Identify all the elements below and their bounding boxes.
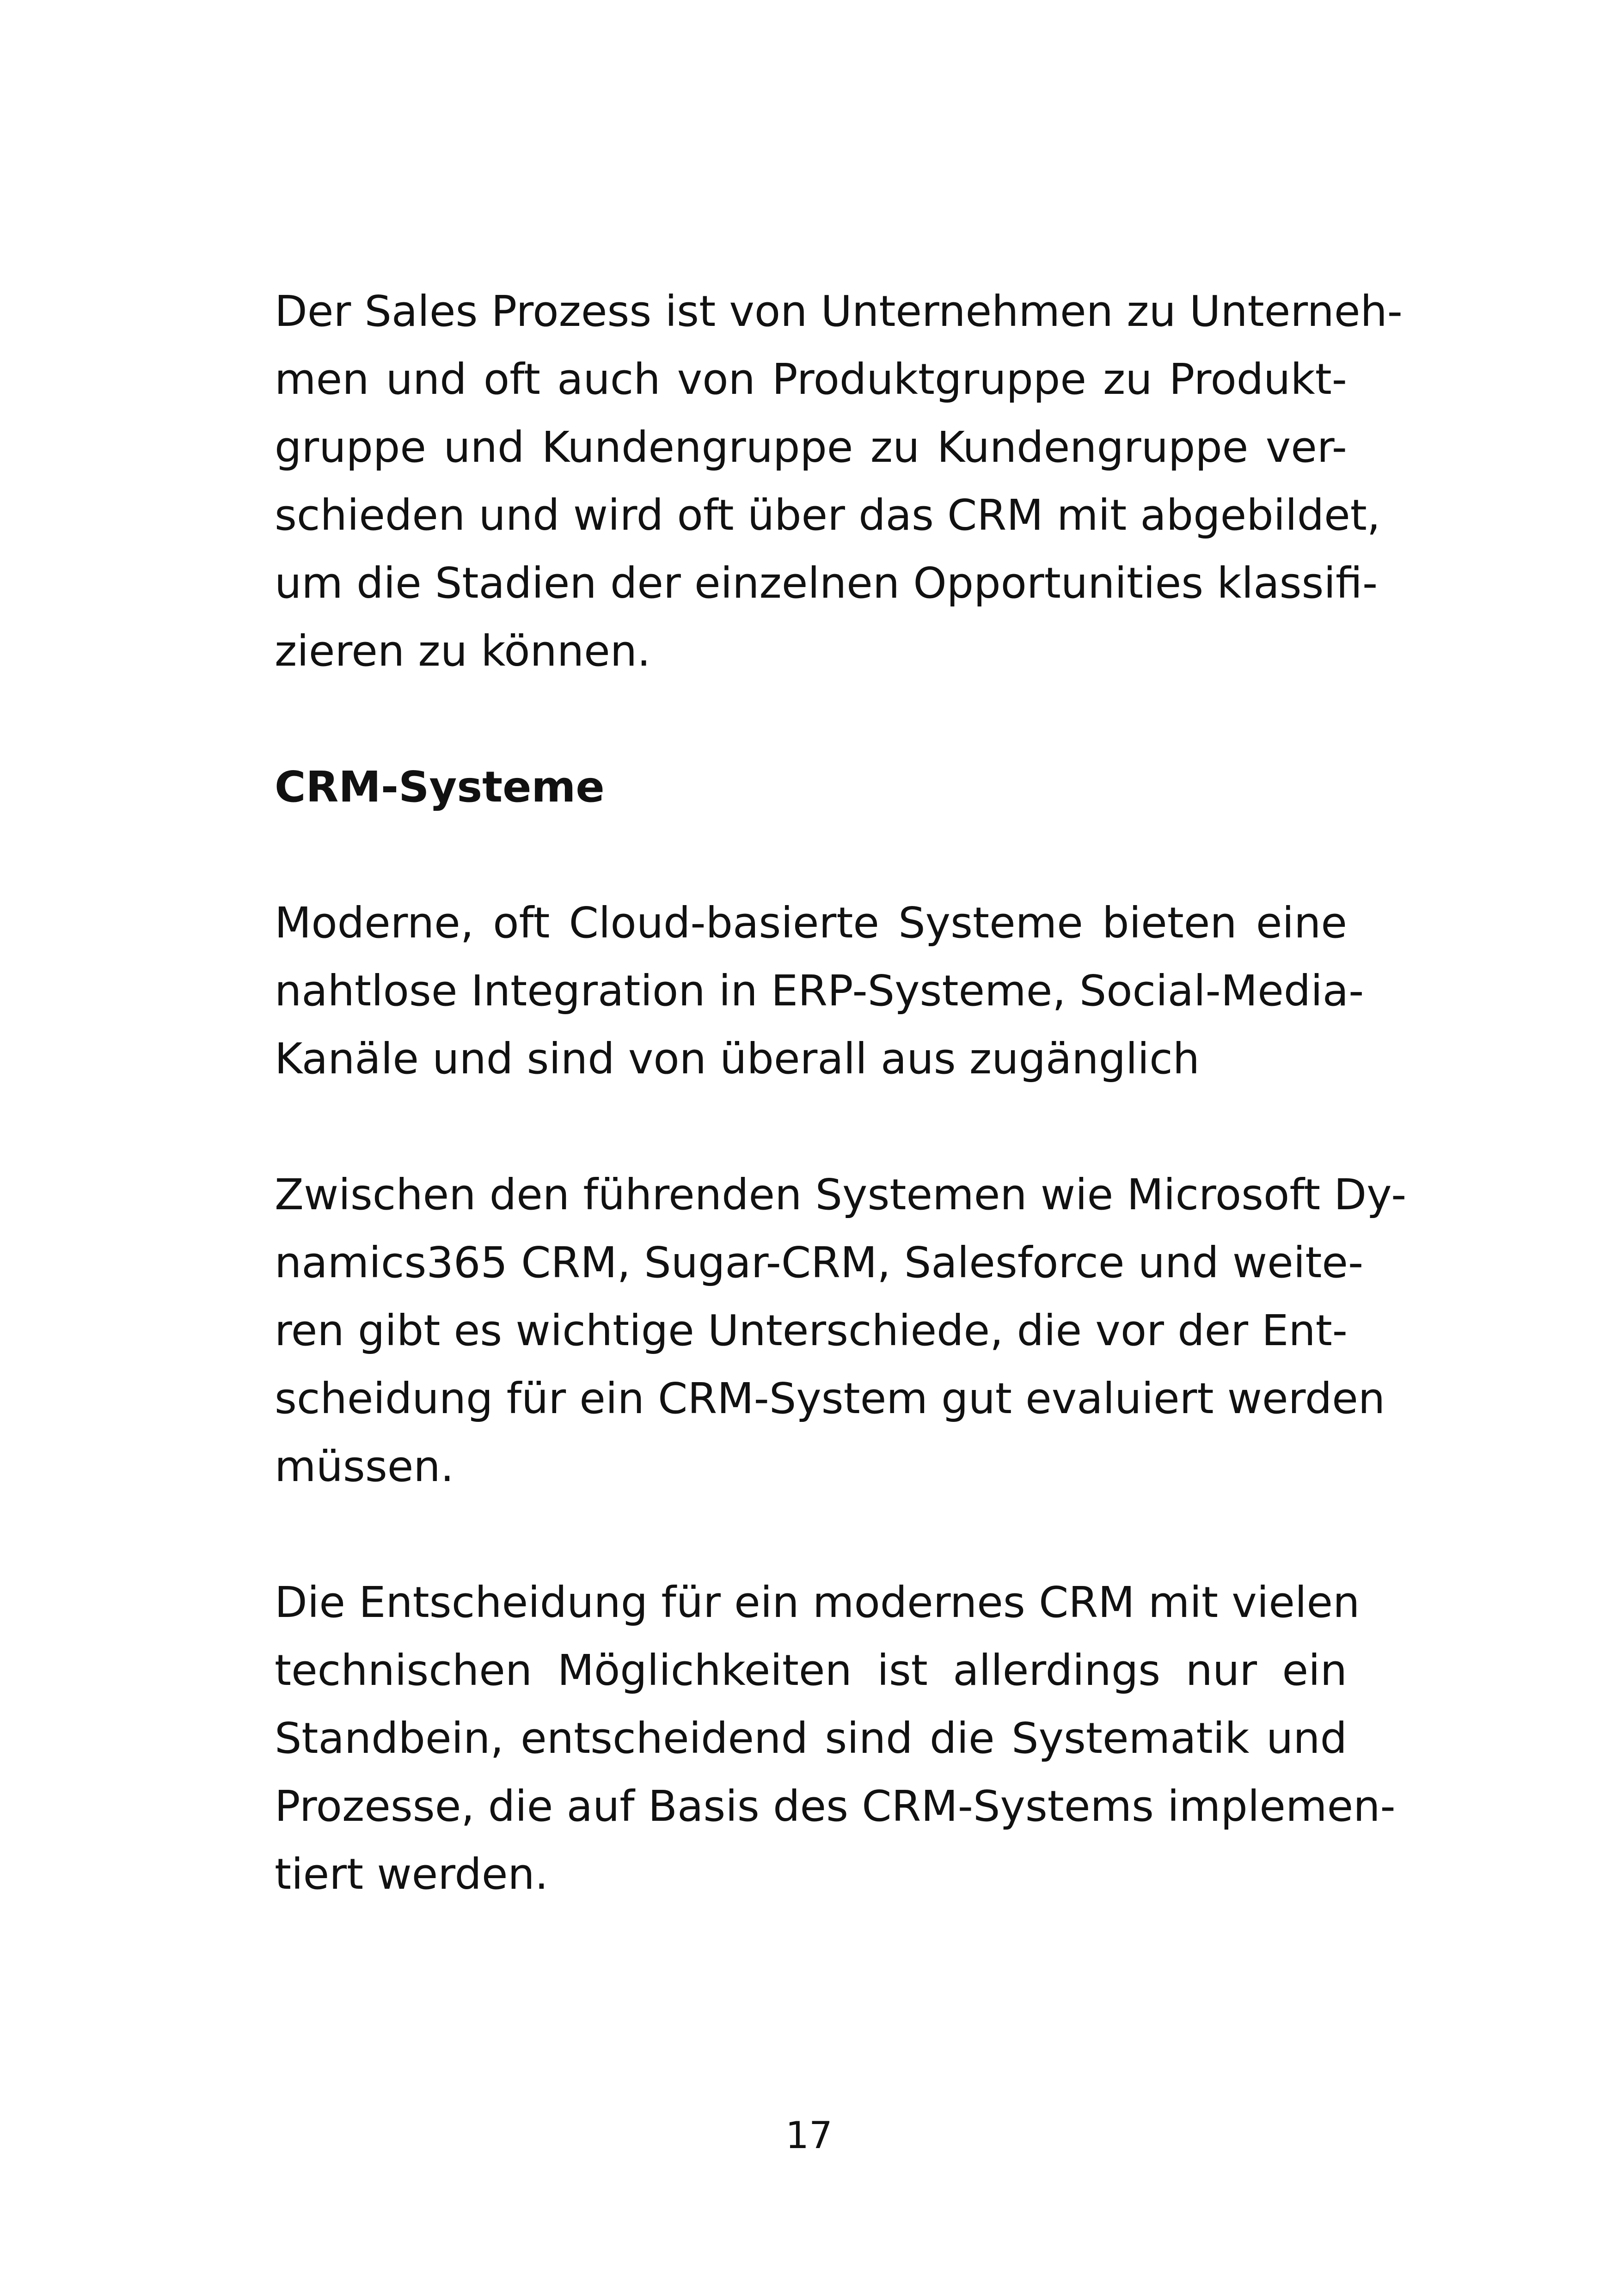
text-line: nahtlose Integration in ERP-Systeme, Social-Media- bbox=[275, 966, 1364, 1016]
text-line: Moderne, oft Cloud-basierte Systeme bieten eine bbox=[275, 898, 1347, 948]
text-line: tiert werden. bbox=[275, 1849, 548, 1899]
text-line: gruppe und Kundengruppe zu Kundengruppe ver- bbox=[275, 422, 1347, 472]
text-line: Kanäle und sind von überall aus zugänglich bbox=[275, 1034, 1200, 1084]
text-line: Zwischen den führenden Systemen wie Microsoft Dy- bbox=[275, 1170, 1407, 1219]
paragraph-modern-systems bbox=[275, 889, 1364, 1093]
text-line: ren gibt es wichtige Unterschiede, die vor der Ent- bbox=[275, 1306, 1348, 1355]
page-content bbox=[275, 277, 1407, 1976]
text-line: Der Sales Prozess ist von Unternehmen zu Unterneh- bbox=[275, 287, 1403, 336]
paragraph-sales-process bbox=[275, 277, 1403, 685]
text-line: Standbein, entscheidend sind die Systematik und bbox=[275, 1714, 1347, 1763]
text-line: Prozesse, die auf Basis des CRM-Systems implemen- bbox=[275, 1782, 1396, 1831]
paragraph-decision bbox=[275, 1568, 1396, 1908]
text-line: Die Entscheidung für ein modernes CRM mit vielen bbox=[275, 1578, 1360, 1627]
text-line: technischen Möglichkeiten ist allerdings nur ein bbox=[275, 1646, 1347, 1695]
text-line: namics365 CRM, Sugar-CRM, Salesforce und weite- bbox=[275, 1238, 1364, 1287]
text-line: müssen. bbox=[275, 1442, 454, 1491]
text-line: schieden und wird oft über das CRM mit abgebildet, bbox=[275, 490, 1381, 540]
section-heading: CRM-Systeme bbox=[275, 762, 605, 812]
text-line: scheidung für ein CRM-System gut evaluiert werden bbox=[275, 1374, 1385, 1423]
text-line: zieren zu können. bbox=[275, 626, 651, 676]
paragraph-leading-systems bbox=[275, 1161, 1407, 1500]
text-line: men und oft auch von Produktgruppe zu Produkt- bbox=[275, 355, 1347, 404]
page-number: 17 bbox=[785, 2114, 833, 2157]
text-line: um die Stadien der einzelnen Opportunities klassifi- bbox=[275, 558, 1378, 608]
